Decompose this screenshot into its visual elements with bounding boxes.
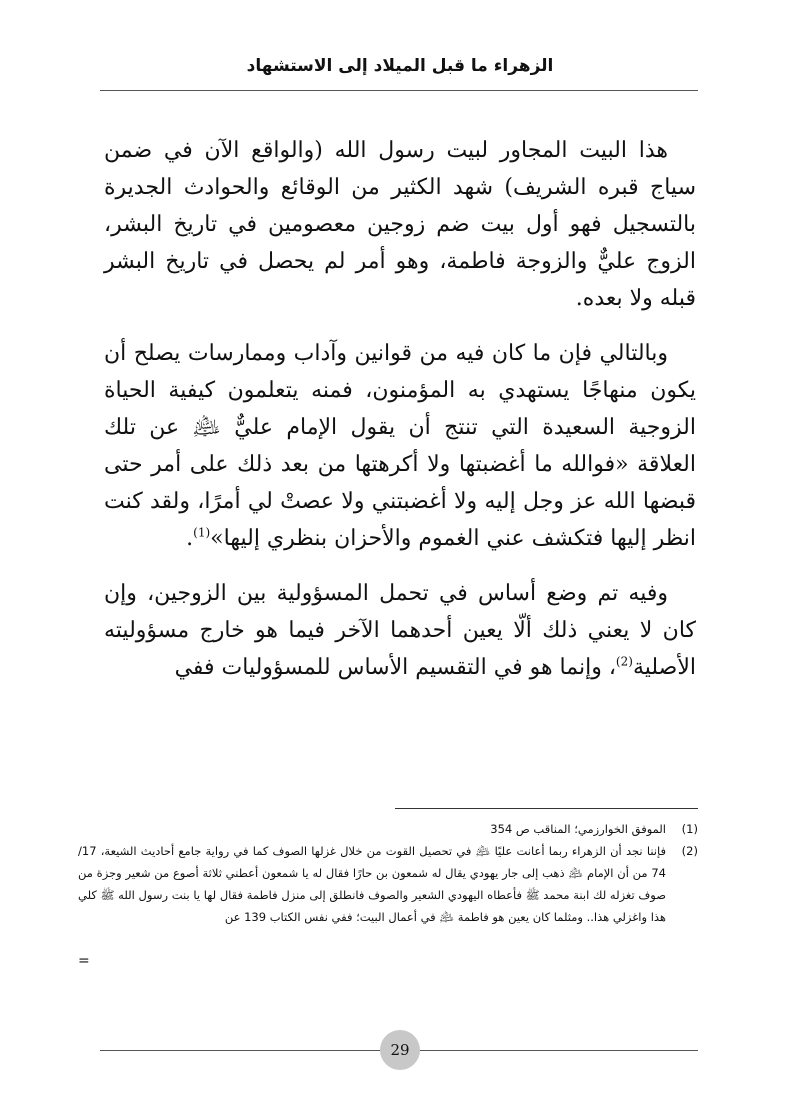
footnote-1 <box>78 818 698 840</box>
header-rule <box>100 90 698 91</box>
footnote-number: (1) <box>681 822 698 836</box>
footnote-ref-1[interactable]: (1) <box>193 525 211 540</box>
footnote-text: فإننا نجد أن الزهراء ربما أعانت عليًا ﵇ في تحصيل القوت من خلال غزلها الصوف كما في رواية جامع أحاديث الشيعة، 17/ 74 من أن الإمام ﵇ ذهب إلى جار يهودي يقال له شمعون بن حارًا فقال له يا شمعون أعطني ثلاثة أصوع من شعير وجزة من صوف تغزله لك ابنة محمد ﷺ فأعطاه اليهودي الشعير والصوف فانطلق إلى منزل فاطمة فقال لها يا بنت رسول الله ﷺ كلي هذا واغزلي هذا.. ومثلما كان يعين هو فاطمة ﵇ في أعمال البيت؛ ففي نفس الكتاب 139 عن <box>78 844 666 924</box>
footnote-2 <box>78 840 698 928</box>
paragraph-3: وفيه تم وضع أساس في تحمل المسؤولية بين الزوجين، وإن كان لا يعني ذلك ألّا يعين أحدهما الآخر فيما هو خارج مسؤوليته الأصلية$^{(2)}$، وإنما هو في التقسيم الأساس للمسؤوليات ففي <box>104 581 696 680</box>
paragraph-2: وبالتالي فإن ما كان فيه من قوانين وآداب وممارسات يصلح أن يكون منهاجًا يستهدي به المؤمنون، فمنه يتعلمون كيفية الحياة الزوجية السعيدة التي تنتج أن يقول الإمام عليٌّ ﵇ عن تلك العلاقة «فوالله ما أغضبتها ولا أكرهتها من بعد ذلك على أمر حتى قبضها الله عز وجل إليه ولا أغضبتني ولا عصتْ لي أمرًا، ولقد كنت انظر إليها فتكشف عني الغموم والأحزان بنظري إليها»$^{(1)}$. <box>104 341 696 551</box>
footnotes <box>78 818 698 969</box>
running-title: الزهراء ما قبل الميلاد إلى الاستشهاد <box>246 56 554 76</box>
main-text <box>104 132 696 704</box>
footer-rule-right <box>420 1050 698 1051</box>
footnote-ref-2[interactable]: (2) <box>615 654 633 669</box>
continuation-mark: = <box>78 953 90 969</box>
paragraph-1: هذا البيت المجاور لبيت رسول الله (والواقع الآن في ضمن سياج قبره الشريف) شهد الكثير من الوقائع والحوادث الجديرة بالتسجيل فهو أول بيت ضم زوجين معصومين في تاريخ البشر، الزوج عليٌّ والزوجة فاطمة، وهو أمر لم يحصل في تاريخ البشر قبله ولا بعده. <box>104 138 696 311</box>
footer-rule-left <box>100 1050 380 1051</box>
footnote-text: الموفق الخوارزمي؛ المناقب ص 354 <box>490 822 666 836</box>
footnote-number: (2) <box>681 844 698 858</box>
page-number: 29 <box>380 1030 420 1070</box>
footnote-rule <box>395 808 698 809</box>
